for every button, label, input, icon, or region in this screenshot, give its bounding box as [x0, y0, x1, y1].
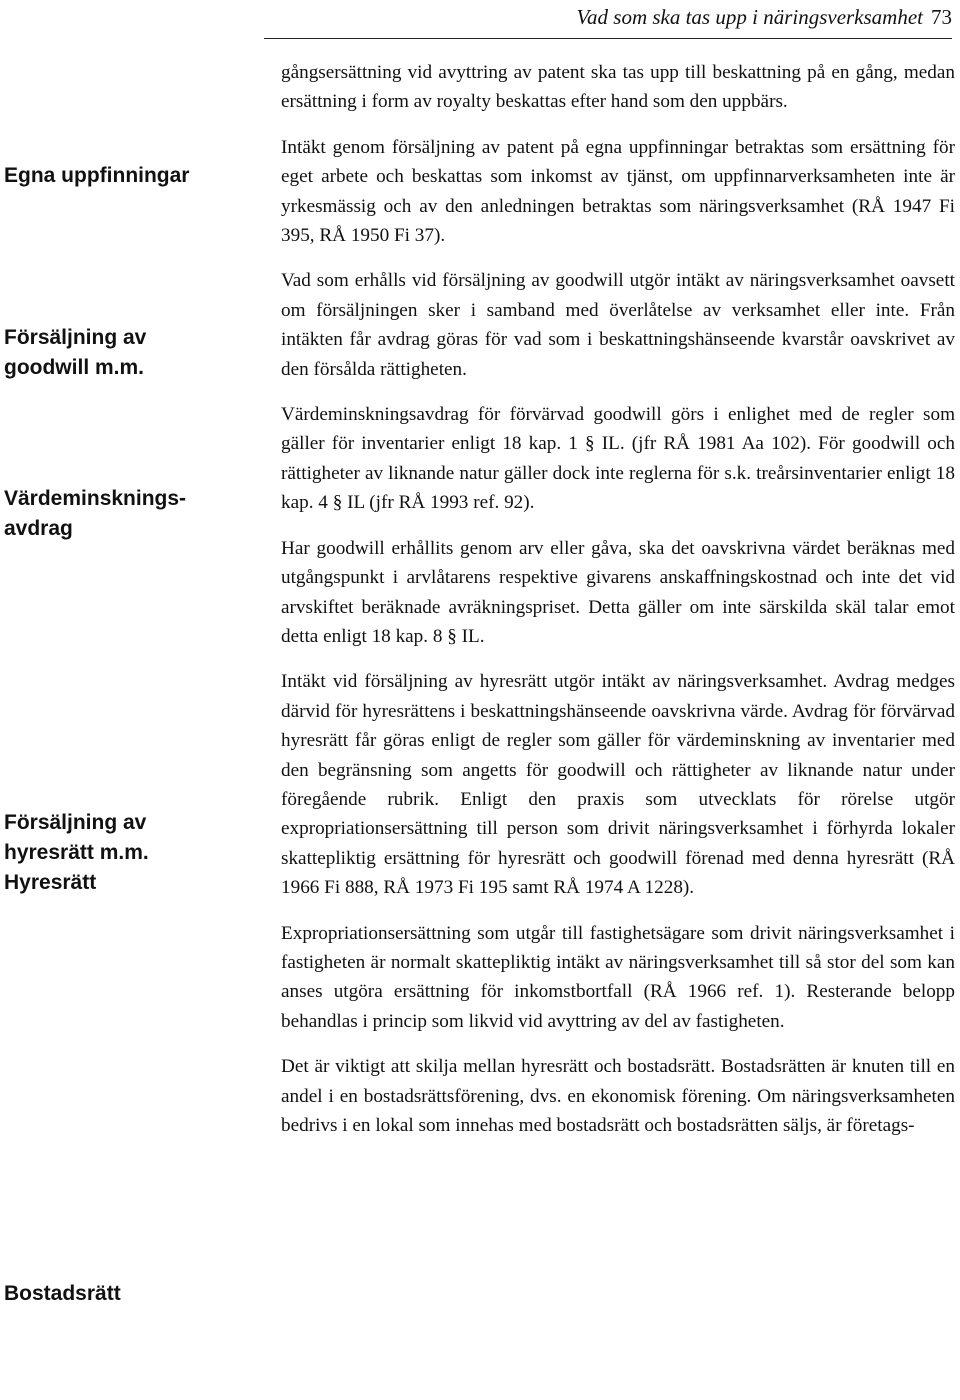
margin-heading-line: hyresrätt m.m.: [4, 841, 149, 864]
margin-heading-egna-uppfinningar: [4, 161, 240, 191]
paragraph-expropriation: Expropriationsersättning som utgår till fastighetsägare som drivit näringsverksamhet i fastigheten är normalt skattepliktig intäkt av näringsverksamhet till så stor del som kan anses utgöra ersättning för inkomstbortfall (RÅ 1966 ref. 1). Resterande belopp behandlas i princip som likvid vid avyttring av del av fastigheten.: [281, 922, 955, 1032]
body-text-column: [281, 58, 955, 1156]
paragraph-goodwill-forsaljning: Vad som erhålls vid försäljning av goodwill utgör intäkt av näringsverksamhet oavsett om försäljningen sker i samband med överlåtelse av verksamhet eller inte. Från intäkten får avdrag göras för vad som i beskattningshänseende kvarstår oavskrivet av den försålda rättigheten.: [281, 270, 955, 380]
margin-heading-vardeminskningsavdrag: [4, 484, 240, 544]
header-divider: [264, 38, 952, 39]
margin-heading-line: goodwill m.m.: [4, 356, 144, 379]
margin-heading-forsaljning-goodwill: [4, 323, 240, 383]
paragraph-goodwill-arv-gava: Har goodwill erhållits genom arv eller gåva, ska det oavskrivna värdet beräknas med utgångspunkt i arvlåtarens respektive givarens anskaffningskostnad och inte det vid arvskiftet beräknade avräkningspriset. Detta gäller om inte särskilda skäl talar emot detta enligt 18 kap. 8 § IL.: [281, 537, 955, 647]
margin-heading-line: Värdeminsknings-: [4, 487, 187, 510]
margin-heading-bostadsratt: [4, 1279, 240, 1309]
paragraph-patent-ersattning: gångsersättning vid avyttring av patent ska tas upp till beskattning på en gång, medan ersättning i form av royalty beskattas efter hand som den uppbärs.: [281, 62, 955, 113]
paragraph-bostadsratt: Det är viktigt att skilja mellan hyresrätt och bostadsrätt. Bostadsrätten är knuten till en andel i en bostadsrättsförening, dvs. en ekonomisk förening. Om näringsverksamheten bedrivs i en lokal som innehas med bostadsrätt och bostadsrätten säljs, är företags-: [281, 1056, 955, 1136]
margin-heading-line: Försäljning av: [4, 811, 147, 834]
running-title: Vad som ska tas upp i näringsverksamhet: [576, 5, 923, 29]
paragraph-vardeminskningsavdrag: Värdeminskningsavdrag för förvärvad goodwill görs i enlighet med de regler som gäller för inventarier enligt 18 kap. 1 § IL. (jfr RÅ 1981 Aa 102). För goodwill och rättigheter av liknande natur gäller dock inte reglerna för s.k. treårsinventarier enligt 18 kap. 4 § IL (jfr RÅ 1993 ref. 92).: [281, 404, 955, 514]
paragraph-egna-uppfinningar: Intäkt genom försäljning av patent på egna uppfinningar betraktas som ersättning för eget arbete och beskattas som inkomst av tjänst, om uppfinnarverksamheten inte är yrkesmässig och av den anledningen betraktas som näringsverksamhet (RÅ 1947 Fi 395, RÅ 1950 Fi 37).: [281, 136, 955, 247]
margin-heading-text: Bostadsrätt: [4, 1282, 121, 1305]
page-number: 73: [931, 5, 952, 29]
margin-heading-text: Egna uppfinningar: [4, 164, 190, 187]
margin-heading-line: avdrag: [4, 517, 73, 540]
margin-heading-line: Hyresrätt: [4, 871, 97, 894]
paragraph-hyresratt: Intäkt vid försäljning av hyresrätt utgör intäkt av näringsverksamhet. Avdrag medges därvid för hyresrättens i beskattningshänseende oavskrivna värde. Avdrag för förvärvad hyresrätt får göras enligt de regler som gäller för värdeminskning av inventarier med den begränsning som angetts för goodwill och rättigheter av liknande natur under föregående rubrik. Enligt den praxis som utvecklats för rörelse utgör expropriationsersättning till person som drivit näringsverksamhet i förhyrda lokaler skattepliktig ersättning för hyresrätt och goodwill förenad med denna hyresrätt (RÅ 1966 Fi 888, RÅ 1973 Fi 195 samt RÅ 1974 A 1228).: [281, 671, 955, 899]
running-header: [577, 4, 952, 30]
margin-heading-line: Försäljning av: [4, 326, 147, 349]
margin-heading-forsaljning-hyresratt: [4, 808, 240, 898]
